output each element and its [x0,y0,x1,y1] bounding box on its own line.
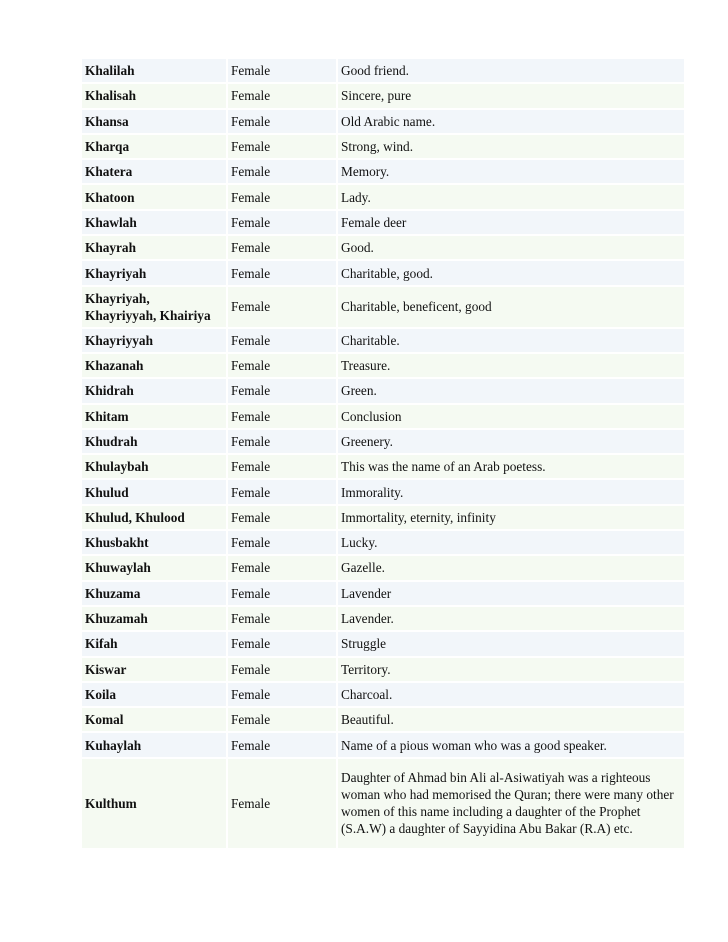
name-cell: Khazanah [82,354,226,377]
gender-cell: Female [228,733,336,756]
name-cell: Khayriyah, Khayriyyah, Khairiya [82,287,226,327]
table-row [82,185,684,208]
name-cell: Khalilah [82,59,226,82]
gender-cell: Female [228,379,336,402]
table-row [82,261,684,284]
meaning-cell: Name of a pious woman who was a good speaker. [338,733,684,756]
gender-cell: Female [228,480,336,503]
meaning-cell: Immorality. [338,480,684,503]
table-row [82,59,684,82]
gender-cell: Female [228,632,336,655]
meaning-cell: Immortality, eternity, infinity [338,506,684,529]
table-row [82,430,684,453]
names-document-page [82,57,684,850]
table-row [82,211,684,234]
gender-cell: Female [228,354,336,377]
meaning-cell: Gazelle. [338,556,684,579]
meaning-cell: Charitable, good. [338,261,684,284]
gender-cell: Female [228,759,336,848]
gender-cell: Female [228,430,336,453]
table-row [82,632,684,655]
meaning-cell: Good. [338,236,684,259]
gender-cell: Female [228,211,336,234]
name-cell: Khulud, Khulood [82,506,226,529]
name-cell: Khitam [82,405,226,428]
name-cell: Khansa [82,110,226,133]
gender-cell: Female [228,59,336,82]
name-cell: Khayrah [82,236,226,259]
meaning-cell: Old Arabic name. [338,110,684,133]
meaning-cell: Charcoal. [338,683,684,706]
table-row [82,329,684,352]
meaning-cell: Territory. [338,658,684,681]
table-row [82,135,684,158]
meaning-cell: Memory. [338,160,684,183]
table-row [82,455,684,478]
table-row [82,531,684,554]
name-cell: Koila [82,683,226,706]
meaning-cell: Charitable, beneficent, good [338,287,684,327]
gender-cell: Female [228,607,336,630]
meaning-cell: Struggle [338,632,684,655]
name-cell: Kharqa [82,135,226,158]
table-row [82,683,684,706]
gender-cell: Female [228,110,336,133]
gender-cell: Female [228,506,336,529]
meaning-cell: Lavender. [338,607,684,630]
table-row [82,658,684,681]
meaning-cell: Daughter of Ahmad bin Ali al-Asiwatiyah was a righteous woman who had memorised the Quran; there were many other women of this name including a daughter of the Prophet (S.A.W) a daughter of Sayyidina Abu Bakar (R.A) etc. [338,759,684,848]
gender-cell: Female [228,236,336,259]
name-cell: Khidrah [82,379,226,402]
meaning-cell: Good friend. [338,59,684,82]
table-row [82,84,684,107]
gender-cell: Female [228,683,336,706]
table-row [82,379,684,402]
meaning-cell: Lucky. [338,531,684,554]
meaning-cell: Lady. [338,185,684,208]
meaning-cell: Conclusion [338,405,684,428]
name-cell: Khulud [82,480,226,503]
table-row [82,110,684,133]
table-row [82,708,684,731]
table-row [82,582,684,605]
gender-cell: Female [228,287,336,327]
table-row [82,556,684,579]
name-cell: Kuhaylah [82,733,226,756]
name-cell: Khudrah [82,430,226,453]
name-cell: Khusbakht [82,531,226,554]
gender-cell: Female [228,329,336,352]
gender-cell: Female [228,84,336,107]
names-table-body [82,59,684,848]
name-cell: Komal [82,708,226,731]
gender-cell: Female [228,405,336,428]
meaning-cell: Charitable. [338,329,684,352]
gender-cell: Female [228,185,336,208]
name-cell: Khayriyah [82,261,226,284]
table-row [82,607,684,630]
gender-cell: Female [228,160,336,183]
gender-cell: Female [228,531,336,554]
table-row [82,733,684,756]
name-cell: Khuzamah [82,607,226,630]
name-cell: Khuwaylah [82,556,226,579]
table-row [82,160,684,183]
meaning-cell: Greenery. [338,430,684,453]
name-cell: Kiswar [82,658,226,681]
gender-cell: Female [228,582,336,605]
gender-cell: Female [228,261,336,284]
name-cell: Kulthum [82,759,226,848]
meaning-cell: Treasure. [338,354,684,377]
meaning-cell: Green. [338,379,684,402]
gender-cell: Female [228,556,336,579]
name-cell: Khatoon [82,185,226,208]
meaning-cell: Beautiful. [338,708,684,731]
name-cell: Kifah [82,632,226,655]
names-table [80,57,686,850]
table-row [82,480,684,503]
gender-cell: Female [228,708,336,731]
gender-cell: Female [228,135,336,158]
meaning-cell: Lavender [338,582,684,605]
name-cell: Khayriyyah [82,329,226,352]
meaning-cell: Strong, wind. [338,135,684,158]
table-row [82,287,684,327]
name-cell: Khulaybah [82,455,226,478]
name-cell: Khuzama [82,582,226,605]
gender-cell: Female [228,455,336,478]
table-row [82,405,684,428]
gender-cell: Female [228,658,336,681]
table-row [82,759,684,848]
name-cell: Khalisah [82,84,226,107]
table-row [82,354,684,377]
meaning-cell: Sincere, pure [338,84,684,107]
name-cell: Khatera [82,160,226,183]
table-row [82,236,684,259]
meaning-cell: This was the name of an Arab poetess. [338,455,684,478]
table-row [82,506,684,529]
meaning-cell: Female deer [338,211,684,234]
name-cell: Khawlah [82,211,226,234]
